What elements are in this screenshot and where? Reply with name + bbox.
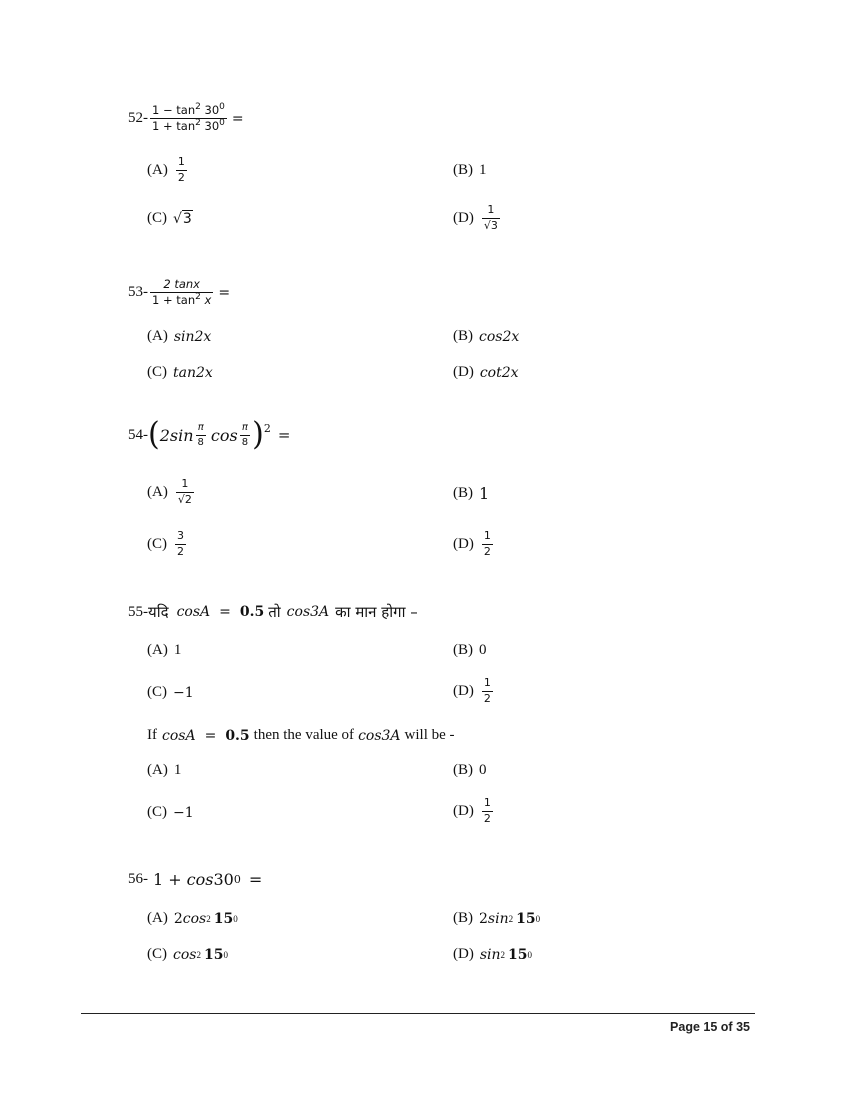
option-56-b[interactable]: (B) 2 sin 2 15 0 bbox=[453, 910, 541, 927]
fraction: $\frac{2 \tan x}{1 + \tan^2 x}$ bbox=[152, 277, 212, 308]
question-52 bbox=[128, 104, 244, 133]
option-52-a[interactable]: (A) $\frac{1}{2}$ bbox=[147, 155, 185, 184]
option-56-a[interactable]: (A) 2 cos 2 15 0 bbox=[147, 910, 238, 927]
equals-sign: = bbox=[231, 110, 244, 127]
option-value: cos2x bbox=[479, 328, 520, 345]
option-value: 0 bbox=[479, 642, 487, 658]
fraction: $\frac{\pi}{8}$ bbox=[241, 422, 249, 448]
question-53 bbox=[128, 278, 230, 307]
equals-sign: = bbox=[248, 870, 263, 889]
option-52-d[interactable]: (D) $\frac{1}{√3}$ bbox=[453, 203, 498, 232]
option-52-c[interactable]: (C) √3 bbox=[147, 210, 192, 227]
question-56: 56- 1 + cos 30 0 = bbox=[128, 870, 263, 889]
question-55-hindi: 55- यदि cosA = 0.5 तो cos3A का मान होगा – bbox=[128, 603, 418, 621]
fraction: $\frac{3}{2}$ bbox=[177, 529, 184, 558]
option-54-d[interactable]: (D) $\frac{1}{2}$ bbox=[453, 529, 491, 558]
option-55-english-b[interactable]: (B) 0 bbox=[453, 762, 487, 778]
option-54-a[interactable]: (A) $\frac{1}{√2}$ bbox=[147, 477, 192, 506]
page-number: 15 bbox=[703, 1020, 718, 1034]
question-55-english: If cosA = 0.5 then the value of cos3A will be - bbox=[147, 727, 455, 744]
option-value: sin2x bbox=[173, 328, 212, 345]
fraction: $\frac{\pi}{8}$ bbox=[197, 422, 204, 448]
fraction: $\frac{1 - \tan^2 30^0}{1 + \tan^2 30^0}$ bbox=[152, 102, 225, 134]
option-56-d[interactable]: (D) sin 2 15 0 bbox=[453, 946, 532, 963]
option-value: 1 bbox=[479, 484, 490, 503]
option-53-d[interactable]: (D) cot2x bbox=[453, 364, 519, 381]
option-55-english-c[interactable]: (C) −1 bbox=[147, 804, 194, 821]
option-value: tan2x bbox=[173, 364, 213, 381]
fraction: $\frac{1}{2}$ bbox=[483, 796, 491, 825]
fraction: $\frac{1}{√2}$ bbox=[177, 477, 192, 506]
option-53-b[interactable]: (B) cos2x bbox=[453, 328, 520, 345]
option-value: 1 bbox=[173, 762, 182, 778]
option-55-hindi-a[interactable]: (A) 1 bbox=[147, 642, 182, 658]
option-value: 1 bbox=[479, 162, 487, 178]
option-value: −1 bbox=[173, 804, 194, 821]
question-number: 52- bbox=[128, 110, 148, 127]
question-number: 53- bbox=[128, 284, 148, 301]
equals-sign: = bbox=[218, 284, 231, 301]
page-footer: Page 15 of 35 bbox=[670, 1020, 750, 1034]
equals-sign: = bbox=[277, 426, 291, 444]
question-number: 56- bbox=[128, 871, 148, 887]
option-55-hindi-d[interactable]: (D) $\frac{1}{2}$ bbox=[453, 676, 491, 705]
option-55-english-d[interactable]: (D) $\frac{1}{2}$ bbox=[453, 796, 491, 825]
option-54-c[interactable]: (C) $\frac{3}{2}$ bbox=[147, 529, 184, 558]
option-value: −1 bbox=[173, 684, 194, 701]
option-55-hindi-b[interactable]: (B) 0 bbox=[453, 642, 487, 658]
question-54: 54- ( 2sin $\frac{\pi}{8}$ cos $\frac{\pi}{8}$ ) 2 = bbox=[128, 416, 291, 453]
option-53-c[interactable]: (C) tan2x bbox=[147, 364, 213, 381]
option-53-a[interactable]: (A) sin2x bbox=[147, 328, 212, 345]
option-54-b[interactable]: (B) 1 bbox=[453, 484, 490, 503]
sqrt-expression: √3 bbox=[173, 210, 192, 227]
page-total: 35 bbox=[736, 1020, 750, 1034]
footer-divider bbox=[81, 1013, 755, 1014]
question-number: 54- bbox=[128, 426, 148, 443]
fraction: $\frac{1}{2}$ bbox=[177, 155, 185, 184]
option-55-hindi-c[interactable]: (C) −1 bbox=[147, 684, 194, 701]
option-value: 1 bbox=[173, 642, 182, 658]
option-52-b[interactable]: (B) 1 bbox=[453, 162, 487, 178]
exponent: 2 bbox=[263, 422, 271, 435]
fraction: $\frac{1}{2}$ bbox=[483, 529, 491, 558]
fraction: $\frac{1}{2}$ bbox=[483, 676, 491, 705]
option-56-c[interactable]: (C) cos 2 15 0 bbox=[147, 946, 228, 963]
fraction: $\frac{1}{√3}$ bbox=[483, 203, 498, 232]
option-55-english-a[interactable]: (A) 1 bbox=[147, 762, 182, 778]
option-value: cot2x bbox=[479, 364, 519, 381]
question-number: 55- bbox=[128, 603, 148, 620]
option-value: 0 bbox=[479, 762, 487, 778]
